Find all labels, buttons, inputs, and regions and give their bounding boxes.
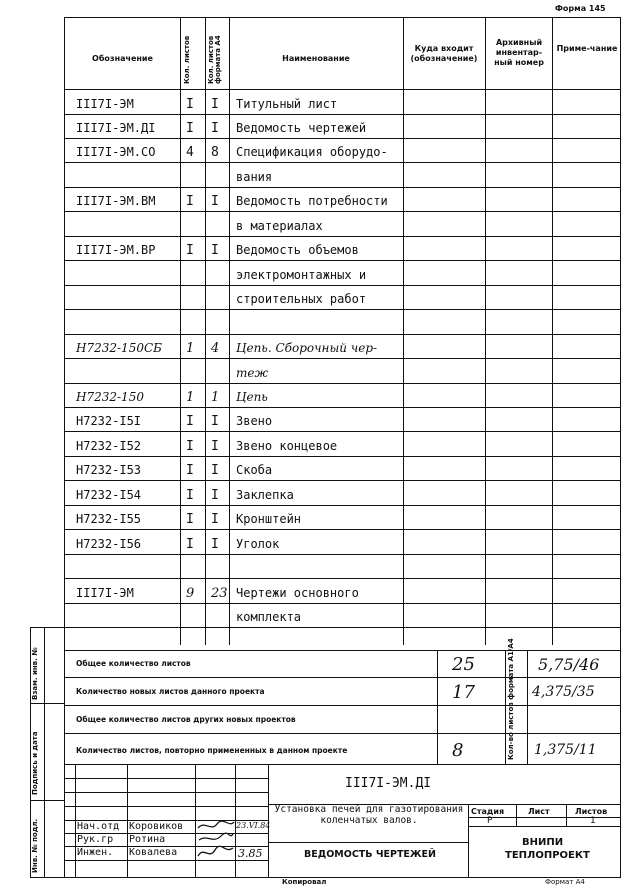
row-sheets: I — [186, 487, 194, 503]
side-label-signature-date: Подпись и дата — [31, 731, 39, 795]
sign-name-3: Ковалева — [129, 847, 178, 858]
sign-date-1: 23.VI.84 — [236, 821, 271, 830]
row-name: Ведомость потребности — [236, 194, 388, 209]
row-sheets: I — [186, 96, 194, 112]
row-name: в материалах — [236, 218, 323, 233]
row-designation: III7I-ЭМ.ВМ — [76, 194, 156, 209]
sign-name-2: Ротина — [129, 834, 166, 845]
row-format: 4 — [211, 341, 220, 356]
row-name: Заклепка — [236, 487, 294, 502]
row-designation: Н7232-I5I — [76, 414, 142, 429]
summary-reused-value: 8 — [452, 740, 464, 761]
row-format: 23 — [211, 585, 228, 601]
a4-value-1: 5,75/46 — [538, 655, 600, 674]
row-designation: III7I-ЭМ — [76, 96, 134, 111]
sheet-label: Лист — [528, 807, 550, 816]
row-name: Кронштейн — [236, 512, 302, 527]
signature-scribbles — [195, 818, 237, 864]
row-format: 8 — [211, 145, 219, 161]
row-name: строительных работ — [236, 292, 367, 307]
row-format: I — [211, 487, 219, 503]
summary-other-label: Общее количество листов других новых проектов — [76, 715, 296, 724]
row-format: I — [211, 414, 219, 430]
row-sheets: I — [186, 414, 194, 430]
row-name: электромонтажных и — [236, 267, 367, 282]
sign-name-1: Коровиков — [129, 821, 184, 832]
header-sheet-format: Кол. листов формата А4 — [207, 35, 222, 84]
row-name: Ведомость объемов — [236, 243, 359, 258]
row-designation: III7I-ЭМ.ВР — [76, 243, 156, 258]
header-note: Приме-чание — [556, 44, 618, 53]
header-archive-number: Архивный инвентар-ный номер — [494, 38, 544, 67]
row-format: I — [211, 120, 219, 136]
row-format: I — [211, 243, 219, 259]
row-name: теж — [236, 365, 269, 380]
row-format: I — [211, 512, 219, 528]
a4-value-4: 1,375/11 — [534, 742, 597, 758]
row-sheets: I — [186, 120, 194, 136]
row-name: Цепь — [236, 389, 268, 404]
sheets-label: Листов — [575, 807, 608, 816]
summary-total-value: 25 — [452, 654, 475, 675]
stage-value: Р — [487, 816, 493, 826]
footer-copy: Копировал — [282, 878, 327, 886]
side-label-original-inv: Инв. № подл. — [31, 818, 39, 873]
row-designation: Н7232-I52 — [76, 438, 142, 453]
row-sheets: 1 — [186, 341, 195, 356]
row-name: Ведомость чертежей — [236, 120, 367, 135]
summary-new-value: 17 — [452, 682, 475, 703]
row-designation: Н7232-I56 — [76, 536, 142, 551]
header-name: Наименование — [282, 54, 350, 63]
row-designation: Н7232-150СБ — [76, 341, 162, 355]
doc-code: III7I-ЭМ.ДI — [345, 776, 432, 791]
org-line-2: ТЕПЛОПРОЕКТ — [505, 850, 590, 861]
header-designation: Обозначение — [92, 54, 153, 63]
row-name: Скоба — [236, 463, 273, 478]
row-sheets: I — [186, 536, 194, 552]
row-name: Уголок — [236, 536, 280, 551]
sign-date-3: 3.85 — [238, 847, 263, 860]
row-name: Титульный лист — [236, 96, 338, 111]
form-label: Форма 145 — [555, 4, 606, 13]
row-name: вания — [236, 169, 273, 184]
row-designation: Н7232-I53 — [76, 463, 142, 478]
row-name: Спецификация оборудо- — [236, 145, 388, 160]
row-name: комплекта — [236, 610, 302, 624]
row-name: Звено концевое — [236, 438, 338, 453]
footer-format: Формат А4 — [545, 878, 585, 886]
org-line-1: ВНИПИ — [522, 837, 564, 848]
row-designation: III7I-ЭМ.ДI — [76, 120, 156, 135]
row-designation: III7I-ЭМ.СО — [76, 145, 156, 160]
row-format: I — [211, 438, 219, 454]
summary-new-label: Количество новых листов данного проекта — [76, 687, 265, 696]
row-designation: Н7232-I55 — [76, 512, 142, 527]
row-sheets: I — [186, 194, 194, 210]
row-sheets: 1 — [186, 389, 195, 405]
summary-reused-label: Количество листов, повторно примененных в данном проекте — [76, 746, 348, 755]
summary-total-label: Общее количество листов — [76, 659, 191, 668]
row-sheets: I — [186, 243, 194, 259]
row-sheets: 4 — [186, 145, 194, 161]
a4-value-2: 4,375/35 — [532, 684, 595, 700]
stage-label: Стадия — [471, 807, 505, 816]
row-format: 1 — [211, 389, 220, 405]
row-sheets: 9 — [186, 585, 195, 601]
sign-role-2: Рук.гр — [77, 834, 114, 845]
header-included-in: Куда входит (обозначение) — [410, 44, 478, 63]
row-name: Чертежи основного — [236, 585, 359, 600]
row-designation: III7I-ЭМ — [76, 585, 134, 600]
row-name: Цепь. Сборочный чер- — [236, 341, 378, 355]
row-designation: Н7232-I54 — [76, 487, 142, 502]
row-format: I — [211, 96, 219, 112]
row-sheets: I — [186, 512, 194, 528]
row-designation: Н7232-150 — [76, 389, 144, 404]
row-sheets: I — [186, 438, 194, 454]
sign-role-1: Нач.отд — [77, 821, 120, 832]
sheets-value: 1 — [590, 816, 596, 826]
doc-title: ВЕДОМОСТЬ ЧЕРТЕЖЕЙ — [304, 849, 436, 860]
side-label-replace-inv: Взам. инв. № — [31, 647, 39, 700]
row-format: I — [211, 194, 219, 210]
row-format: I — [211, 463, 219, 479]
summary-a4-label: Кол-во листов формата А1/А4 — [507, 638, 515, 760]
header-sheets-count: Кол. листов — [183, 35, 191, 84]
sign-role-3: Инжен. — [77, 847, 114, 858]
row-sheets: I — [186, 463, 194, 479]
project-title: Установка печей для газотирования коленчатых валов. — [274, 804, 464, 826]
row-format: I — [211, 536, 219, 552]
row-name: Звено — [236, 414, 273, 429]
